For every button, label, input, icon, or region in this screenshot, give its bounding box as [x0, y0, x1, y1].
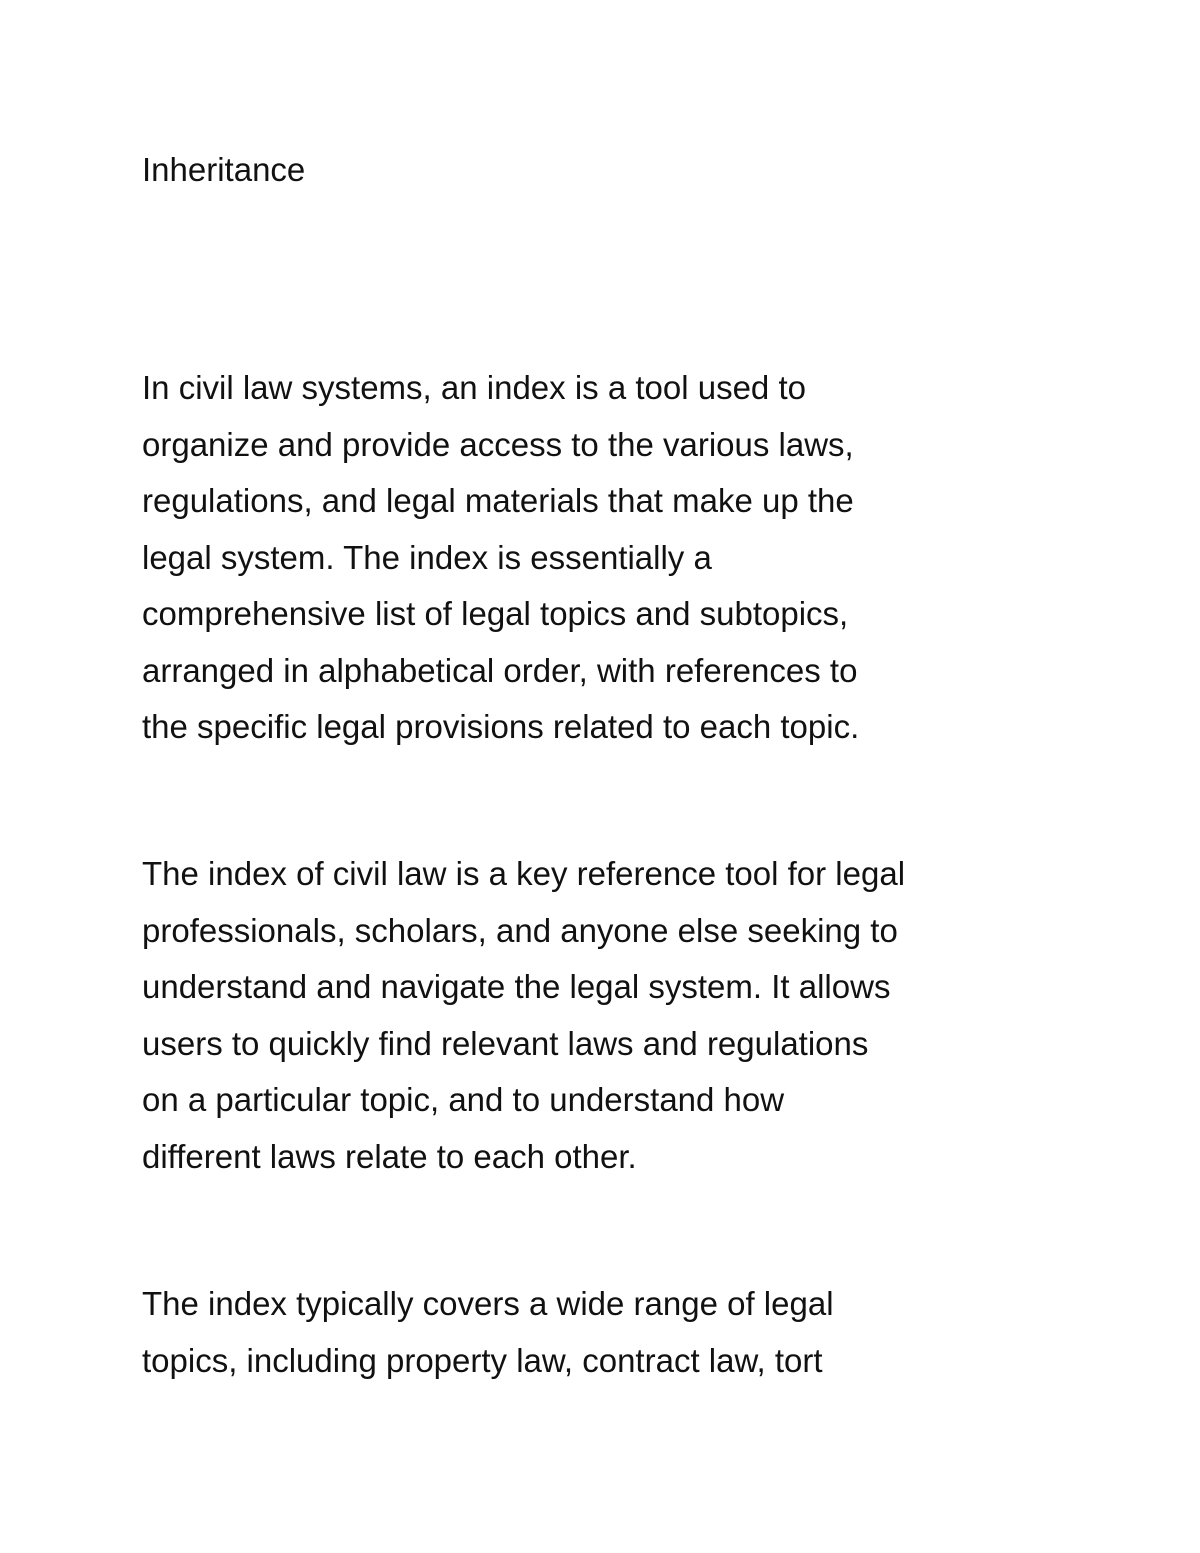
paragraph-line: The index of civil law is a key reference tool for legal	[142, 855, 906, 892]
paragraph-line: In civil law systems, an index is a tool used to	[142, 369, 806, 406]
paragraph-line: different laws relate to each other.	[142, 1137, 637, 1175]
paragraph-line: the specific legal provisions related to each topic.	[142, 708, 860, 745]
document-title	[142, 142, 1082, 199]
paragraph-line: legal system. The index is essentially a	[142, 538, 712, 576]
paragraph-line: The index typically covers a wide range of legal	[142, 1285, 834, 1322]
paragraph-2	[142, 846, 1082, 1185]
paragraph-1	[142, 360, 1082, 756]
title-line: Inheritance	[142, 151, 306, 188]
paragraph-line: professionals, scholars, and anyone else seeking to	[142, 911, 898, 949]
paragraph-line: organize and provide access to the various laws,	[142, 425, 854, 463]
paragraph-line: topics, including property law, contract law, tort	[142, 1341, 823, 1379]
paragraph-line: understand and navigate the legal system. It allows	[142, 968, 891, 1005]
paragraph-3	[142, 1276, 1082, 1389]
paragraph-line: regulations, and legal materials that make up the	[142, 482, 854, 519]
paragraph-line: comprehensive list of legal topics and subtopics,	[142, 595, 849, 632]
paragraph-line: arranged in alphabetical order, with references to	[142, 651, 858, 689]
paragraph-line: users to quickly find relevant laws and regulations	[142, 1024, 869, 1062]
paragraph-line: on a particular topic, and to understand how	[142, 1081, 785, 1118]
